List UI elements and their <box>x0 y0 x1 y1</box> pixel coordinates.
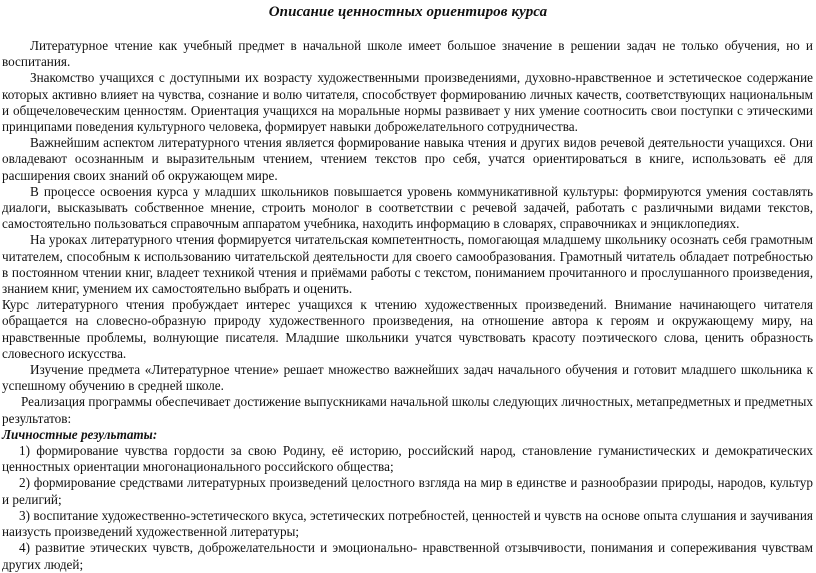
paragraph: Знакомство учащихся с доступными их возрасту художественными произведениями, духовно-нравственное и эстетическое содержание которых активно влияет на чувства, сознание и волю читателя, способствует формированию личных качеств, соответствующих национальным и общечеловеческим ценностям. Ориентация учащихся на моральные нормы развивает у них умение соотносить свои поступки с этическими принципами поведения культурного человека, формирует навыки доброжелательного сотрудничества. <box>2 70 813 135</box>
paragraph: В процессе освоения курса у младших школьников повышается уровень коммуникативной культуры: формируются умения составлять диалоги, высказывать собственное мнение, строить монолог в соответствии с речевой задачей, работать с различными видами текстов, самостоятельно пользоваться справочным аппаратом учебника, находить информацию в словарях, справочниках и энциклопедиях. <box>2 183 813 232</box>
paragraph: Курс литературного чтения пробуждает интерес учащихся к чтению художественных произведений. Внимание начинающего читателя обращается на словесно-образную природу художественного произведения, на отношение автора к героям и окружающему миру, на нравственные проблемы, волнующие писателя. Младшие школьники учатся чувствовать красоту поэтического слова, ценить образность словесного искусства. <box>2 297 813 361</box>
list-item: 2) формирование средствами литературных произведений целостного взгляда на мир в единстве и разнообразии природы, народов, культур и религий; <box>2 475 813 507</box>
paragraph: Важнейшим аспектом литературного чтения является формирование навыка чтения и других видов речевой деятельности учащихся. Они овладевают осознанным и выразительным чтением, чтением текстов про себя, учатся ориентироваться в книге, использовать её для расширения своих знаний об окружающем мире. <box>2 135 813 183</box>
paragraph: Реализация программы обеспечивает достижение выпускниками начальной школы следующих личностных, метапредметных и предметных результатов: <box>2 394 813 426</box>
list-item: 4) развитие этических чувств, доброжелательности и эмоционально- нравственной отзывчивости, понимания и сопереживания чувствам других людей; <box>2 540 813 572</box>
results-heading: Личностные результаты: <box>2 426 158 442</box>
list-item: 1) формирование чувства гордости за свою Родину, её историю, российский народ, становление гуманистических и демократических ценностных ориентации многонационального российского общества; <box>2 443 813 475</box>
document-body <box>0 38 816 573</box>
page-title: Описание ценностных ориентиров курса <box>268 4 548 20</box>
paragraph: Изучение предмета «Литературное чтение» решает множество важнейших задач начального обучения и готовит младшего школьника к успешному обучению в средней школе. <box>2 362 813 394</box>
list-item: 3) воспитание художественно-эстетического вкуса, эстетических потребностей, ценностей и чувств на основе опыта слушания и заучивания наизусть произведений художественной литературы; <box>2 507 813 540</box>
paragraph: Литературное чтение как учебный предмет в начальной школе имеет большое значение в решении задач не только обучения, но и воспитания. <box>2 38 813 70</box>
paragraph: На уроках литературного чтения формируется читательская компетентность, помогающая младшему школьнику осознать себя грамотным читателем, способным к использованию читательской деятельности для своего самообразования. Грамотный читатель обладает потребностью в постоянном чтении книг, владеет техникой чтения и приёмами работы с текстом, пониманием прочитанного и прослушанного произведения, знанием книг, умением их самостоятельно выбрать и оценить. <box>2 232 813 297</box>
